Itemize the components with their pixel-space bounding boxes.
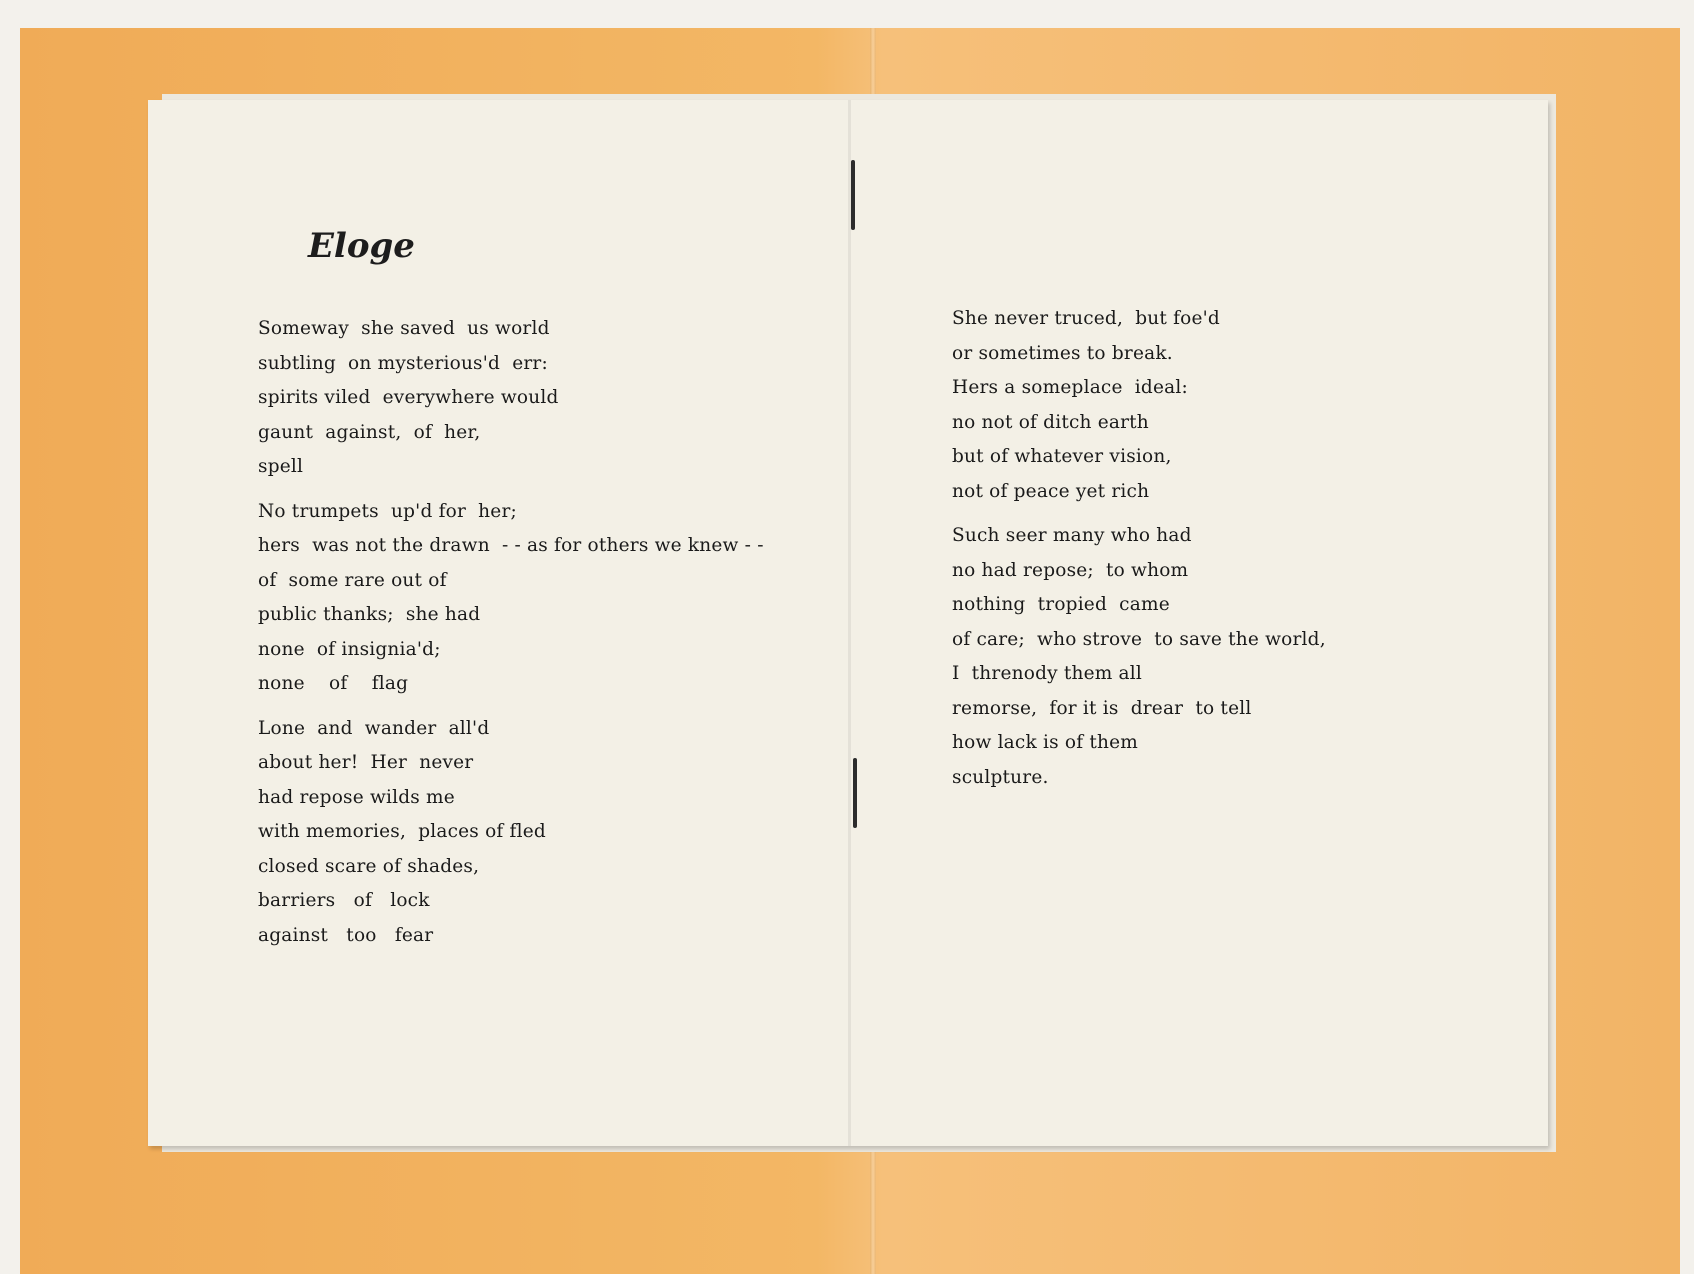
poem-line: no had repose; to whom — [952, 559, 1189, 581]
poem-line: public thanks; she had — [258, 604, 481, 625]
poem-line: Lone and wander all'd — [258, 717, 490, 739]
bottom-staple-icon — [853, 758, 857, 828]
poem-line: spell — [258, 456, 304, 477]
poem-line: not of peace yet rich — [952, 480, 1150, 502]
poem-line: sculpture. — [952, 766, 1049, 788]
poem-line: I threnody them all — [952, 663, 1143, 684]
poem-line: against too fear — [258, 924, 434, 946]
poem-line: of some rare out of — [258, 569, 447, 591]
poem-line: closed scare of shades, — [258, 855, 480, 877]
stanza-gap — [258, 702, 764, 712]
poem-line: Someway she saved us world — [258, 318, 550, 339]
poem-line: subtling on mysterious'd err: — [258, 352, 548, 374]
page-fold-line — [848, 100, 851, 1146]
poem-line: none of flag — [258, 673, 409, 694]
right-poem — [952, 302, 1326, 795]
stanza-gap — [952, 509, 1326, 519]
poem-line: She never truced, but foe'd — [952, 308, 1220, 329]
poem-line: none of insignia'd; — [258, 638, 441, 660]
poem-line: about her! Her never — [258, 752, 474, 773]
poem-line: hers was not the drawn - - as for others we knew - - — [258, 535, 764, 556]
poem-line: spirits viled everywhere would — [258, 387, 559, 408]
poem-line: or sometimes to break. — [952, 342, 1173, 364]
poem-line: nothing tropied came — [952, 594, 1170, 615]
poem-line: gaunt against, of her, — [258, 421, 481, 443]
poem-line: with memories, places of fled — [258, 821, 546, 842]
poem-line: No trumpets up'd for her; — [258, 500, 517, 522]
poem-line: had repose wilds me — [258, 786, 455, 808]
poem-line: remorse, for it is drear to tell — [952, 697, 1252, 719]
stanza-gap — [258, 485, 764, 495]
poem-line: but of whatever vision, — [952, 446, 1172, 467]
poem-line: no not of ditch earth — [952, 411, 1149, 433]
left-poem — [258, 312, 764, 953]
top-staple-icon — [851, 160, 855, 230]
poem-line: Hers a someplace ideal: — [952, 377, 1188, 398]
poem-title: Eloge — [308, 226, 415, 266]
poem-line: barriers of lock — [258, 890, 430, 911]
poem-line: how lack is of them — [952, 732, 1138, 753]
poem-line: Such seer many who had — [952, 525, 1192, 546]
poem-line: of care; who strove to save the world, — [952, 628, 1326, 650]
